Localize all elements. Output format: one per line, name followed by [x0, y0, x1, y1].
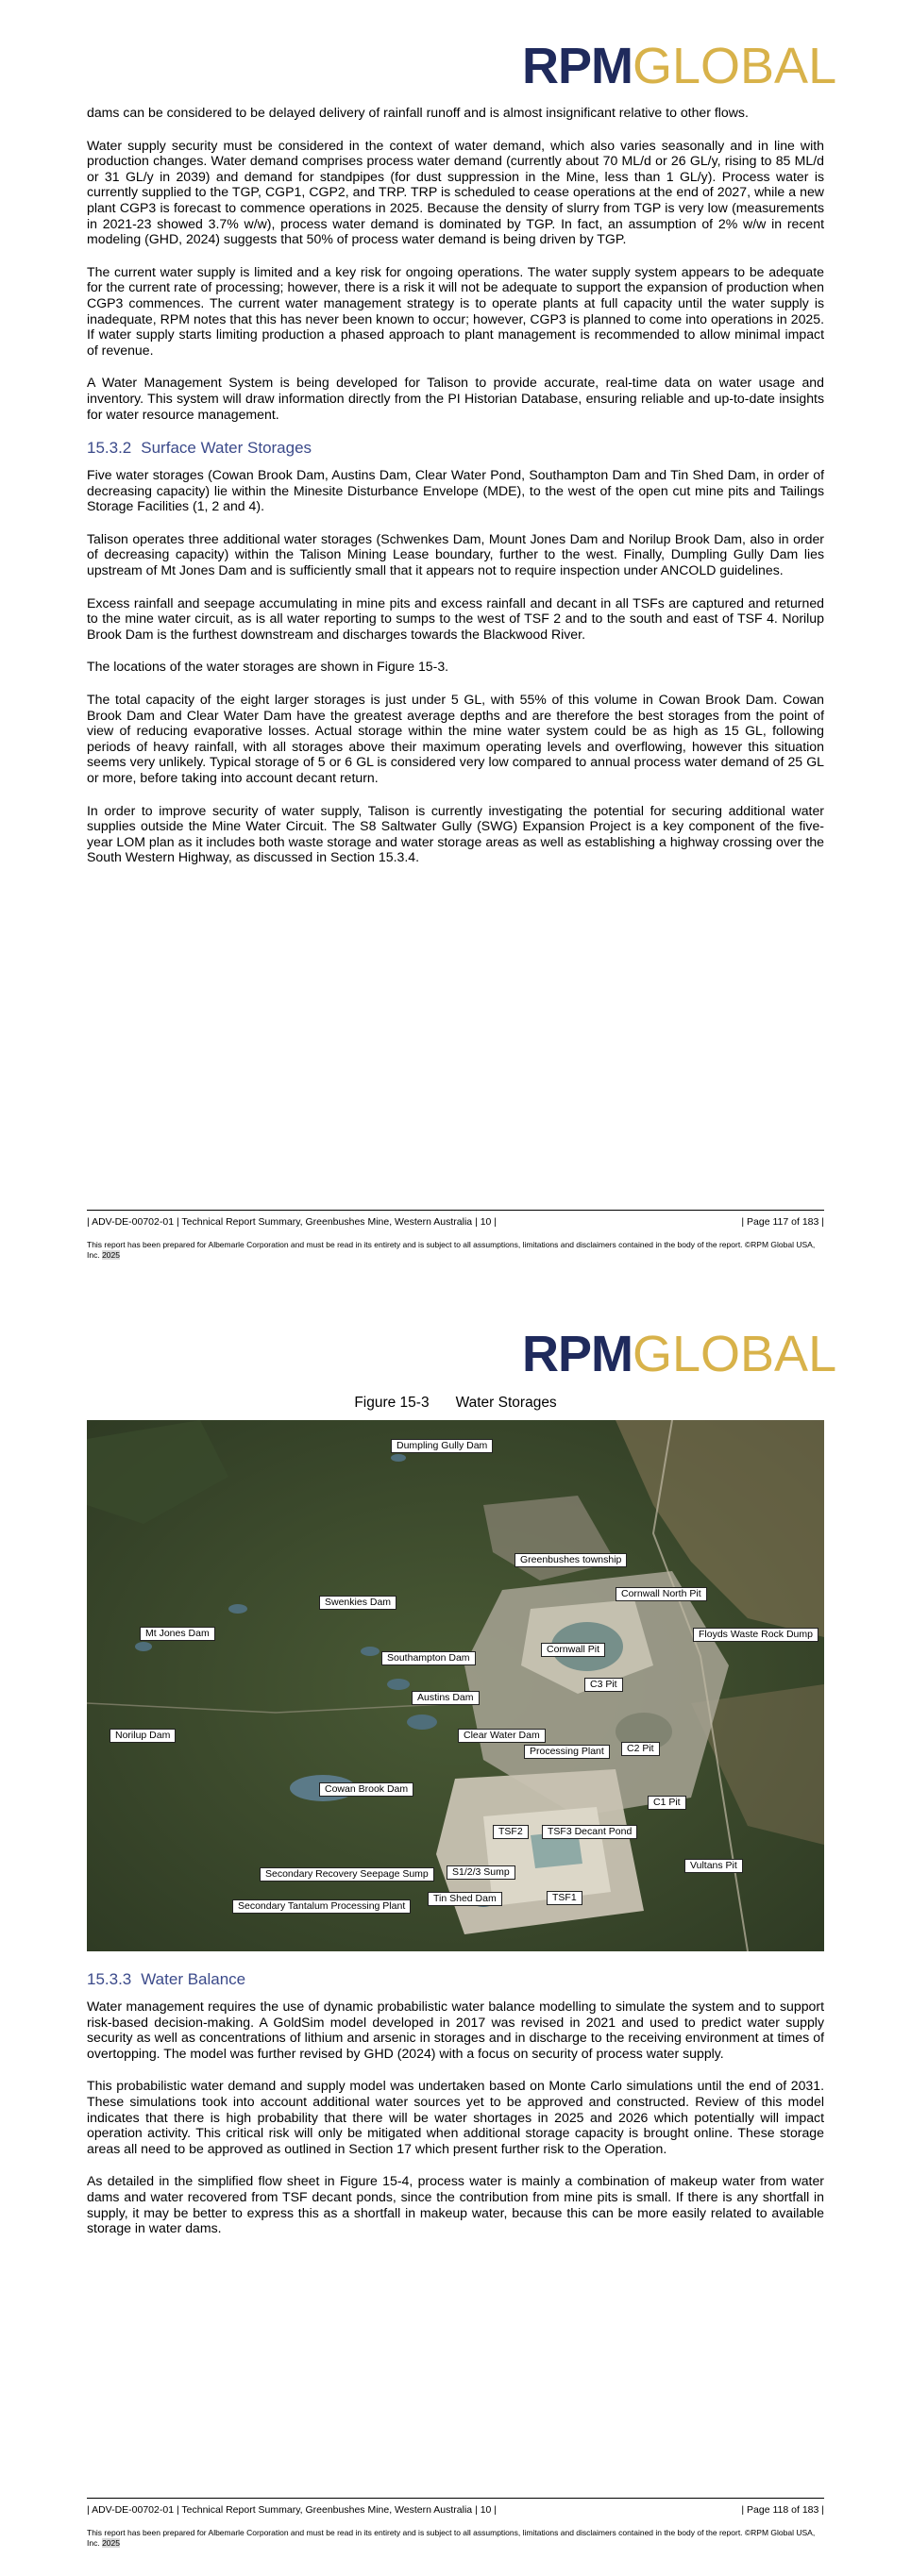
- map-label-cornwall-pit: Cornwall Pit: [541, 1643, 605, 1657]
- rpm-global-logo: RPMGLOBAL: [522, 1326, 837, 1382]
- map-label-swenkies-dam: Swenkies Dam: [319, 1596, 396, 1610]
- paragraph: The current water supply is limited and a key risk for ongoing operations. The water supply system appears to be adequate for the current rate of processing; however, there is a risk it will not be adequate to support the expansion of production when CGP3 commences. The current water management strategy is to operate plants at full capacity until the water supply is inadequate, RPM notes that this has never been known to occur; however, CGP3 is planned to come into operations in 2025. If water supply starts limiting production a phased approach to plant management is recommended to allow minimal impact of revenue.: [87, 263, 824, 358]
- map-label-tsf1: TSF1: [547, 1891, 582, 1905]
- page-118: [0, 1288, 911, 2576]
- map-label-vultans-pit: Vultans Pit: [684, 1859, 743, 1873]
- section-heading-surface-water: 15.3.2 Surface Water Storages: [87, 439, 312, 458]
- paragraph: Five water storages (Cowan Brook Dam, Austins Dam, Clear Water Pond, Southampton Dam and Tin Shed Dam, in order of decreasing capacity) lie within the Minesite Disturbance Envelope (MDE), to the west of the open cut mine pits and Tailings Storage Facilities (1, 2 and 4).: [87, 467, 824, 514]
- paragraph: The total capacity of the eight larger storages is just under 5 GL, with 55% of this volume in Cowan Brook Dam. Cowan Brook Dam and Clear Water Dam have the greatest average depths and are therefore the best storages from the point of view of reducing evaporative losses. Actual storage within the mine water system could be as high as 15 GL, following periods of heavy rainfall, with all storages above their maximum operating levels and overflowing, however this situation seems very unlikely. Typical storage of 5 or 6 GL is considered very low compared to annual process water demand of 25 GL or more, before taking into account decant return.: [87, 692, 824, 785]
- page-117-body: [87, 105, 824, 882]
- map-label-tsf2: TSF2: [493, 1825, 529, 1839]
- map-label-southampton-dam: Southampton Dam: [381, 1651, 476, 1665]
- footer-doc-ref: | ADV-DE-00702-01 | Technical Report Summary, Greenbushes Mine, Western Australia | 10 |: [87, 1216, 498, 1228]
- footer-disclaimer: This report has been prepared for Albemarle Corporation and must be read in its entirety and is subject to all assumptions, limitations and disclaimers contained in the body of the report. ©RPM Global USA, Inc. 2025: [87, 1240, 816, 1260]
- footer-page-number: | Page 117 of 183 |: [741, 1216, 824, 1228]
- paragraph: Excess rainfall and seepage accumulating in mine pits and excess rainfall and decant in all TSFs are captured and returned to the mine water circuit, as is all water reporting to sumps to the west of TSF 2 and to the south and east of TSF 4. Norilup Brook Dam is the furthest downstream and discharges towards the Blackwood River.: [87, 594, 824, 642]
- paragraph: dams can be considered to be delayed delivery of rainfall runoff and is almost insignificant relative to other flows.: [87, 105, 749, 120]
- paragraph: Water management requires the use of dynamic probabilistic water balance modelling to simulate the system and to support risk-based decision-making. A GoldSim model developed in 2017 was revised in 2021 and used to predict water supply security as well as concentrations of lithium and arsenic in storages and in discharge to the receiving environment at times of overtopping. The model was further revised by GHD (2024) with a focus on security of process water supply.: [87, 1999, 824, 2061]
- map-label-cornwall-north-pit: Cornwall North Pit: [616, 1587, 707, 1601]
- footer-divider: [87, 1210, 824, 1211]
- footer-doc-ref: | ADV-DE-00702-01 | Technical Report Summary, Greenbushes Mine, Western Australia | 10 |: [87, 2504, 498, 2516]
- map-label-c1-pit: C1 Pit: [648, 1796, 686, 1810]
- map-label-cowan-brook-dam: Cowan Brook Dam: [319, 1782, 413, 1797]
- map-label-dumpling-gully-dam: Dumpling Gully Dam: [391, 1439, 493, 1453]
- map-label-tsf3-decant-pond: TSF3 Decant Pond: [542, 1825, 637, 1839]
- map-label-mt-jones-dam: Mt Jones Dam: [140, 1627, 215, 1641]
- map-label-secondary-recovery-seepage-sump: Secondary Recovery Seepage Sump: [260, 1867, 434, 1882]
- paragraph: The locations of the water storages are shown in Figure 15-3.: [87, 659, 449, 675]
- rpm-global-logo: RPMGLOBAL: [522, 38, 837, 94]
- map-label-processing-plant: Processing Plant: [524, 1745, 610, 1759]
- footer-disclaimer: This report has been prepared for Albemarle Corporation and must be read in its entirety and is subject to all assumptions, limitations and disclaimers contained in the body of the report. ©RPM Global USA, Inc. 2025: [87, 2528, 816, 2548]
- map-label-norilup-dam: Norilup Dam: [110, 1729, 176, 1743]
- paragraph: A Water Management System is being developed for Talison to provide accurate, real-time data on water usage and inventory. This system will draw information directly from the PI Historian Database, ensuring reliable and up-to-date insights for water resource management.: [87, 375, 824, 422]
- map-label-c2-pit: C2 Pit: [621, 1742, 660, 1756]
- figure-caption: Figure 15-3 Water Storages: [354, 1395, 557, 1411]
- map-label-c3-pit: C3 Pit: [584, 1678, 623, 1692]
- section-heading-water-balance: 15.3.3 Water Balance: [87, 1970, 246, 1988]
- page-118-body: [87, 1970, 824, 2253]
- map-label-austins-dam: Austins Dam: [412, 1691, 480, 1705]
- paragraph: Water supply security must be considered in the context of water demand, which also varies seasonally and in line with production changes. Water demand comprises process water demand (currently about 70 ML/d or 26 GL/y, rising to 85 ML/d or 31 GL/y in 2039) and demand for standpipes (for dust suppression in the Mine, less than 1 GL/y). Process water is currently supplied to the TGP, CGP1, CGP2, and TRP. TRP is scheduled to cease operations at the end of 2027, while a new plant CGP3 is forecast to commence operations in 2025. Because the density of slurry from TGP is very low (measurements in 2021-23 showed 3.7% w/w), process water demand is dominated by TGP. In fact, an assumption of 2% w/w in recent modeling (GHD, 2024) suggests that 50% of process water demand is being driven by TGP.: [87, 137, 824, 247]
- map-label-clear-water-dam: Clear Water Dam: [458, 1729, 546, 1743]
- map-label-secondary-tantalum-processing-plant: Secondary Tantalum Processing Plant: [232, 1899, 411, 1914]
- page-footer: [87, 2498, 824, 2549]
- paragraph: This probabilistic water demand and supply model was undertaken based on Monte Carlo simulations until the end of 2031. These simulations took into account additional water sources yet to be approved and constructed. Review of this model indicates that there is high probability that there will be water shortages in 2025 and 2026 which potentially will impact operation activity. This critical risk will only be mitigated when additional storage capacity is brought online. These storage areas all need to be approved as outlined in Section 17 which present further risk to the Operation.: [87, 2078, 824, 2156]
- footer-page-number: | Page 118 of 183 |: [741, 2504, 824, 2516]
- water-storages-aerial-map: [87, 1420, 824, 1951]
- paragraph: In order to improve security of water supply, Talison is currently investigating the potential for securing additional water supplies outside the Mine Water Circuit. The S8 Saltwater Gully (SWG) Expansion Project is a key component of the five-year LOM plan as it includes both waste storage and water storage areas as well as establishing a highway crossing over the South Western Highway, as discussed in Section 15.3.4.: [87, 802, 824, 865]
- map-label-s123-sump: S1/2/3 Sump: [447, 1865, 515, 1880]
- paragraph: Talison operates three additional water storages (Schwenkes Dam, Mount Jones Dam and Norilup Brook Dam, also in order of decreasing capacity) within the Talison Mining Lease boundary, further to the west. Finally, Dumpling Gully Dam lies upstream of Mt Jones Dam and is sufficiently small that it appears not to require inspection under ANCOLD guidelines.: [87, 530, 824, 578]
- map-label-floyds-waste-rock-dump: Floyds Waste Rock Dump: [693, 1628, 818, 1642]
- page-footer: [87, 1210, 824, 1261]
- paragraph: As detailed in the simplified flow sheet in Figure 15-4, process water is mainly a combination of makeup water from water dams and water recovered from TSF decant ponds, since the contribution from mine pits is small. If there is any shortfall in supply, it may be better to express this as a shortfall in makeup water, because this can be more easily related to available storage in water dams.: [87, 2173, 824, 2236]
- map-label-greenbushes-township: Greenbushes township: [515, 1553, 627, 1567]
- footer-divider: [87, 2498, 824, 2499]
- map-label-tin-shed-dam: Tin Shed Dam: [428, 1892, 502, 1906]
